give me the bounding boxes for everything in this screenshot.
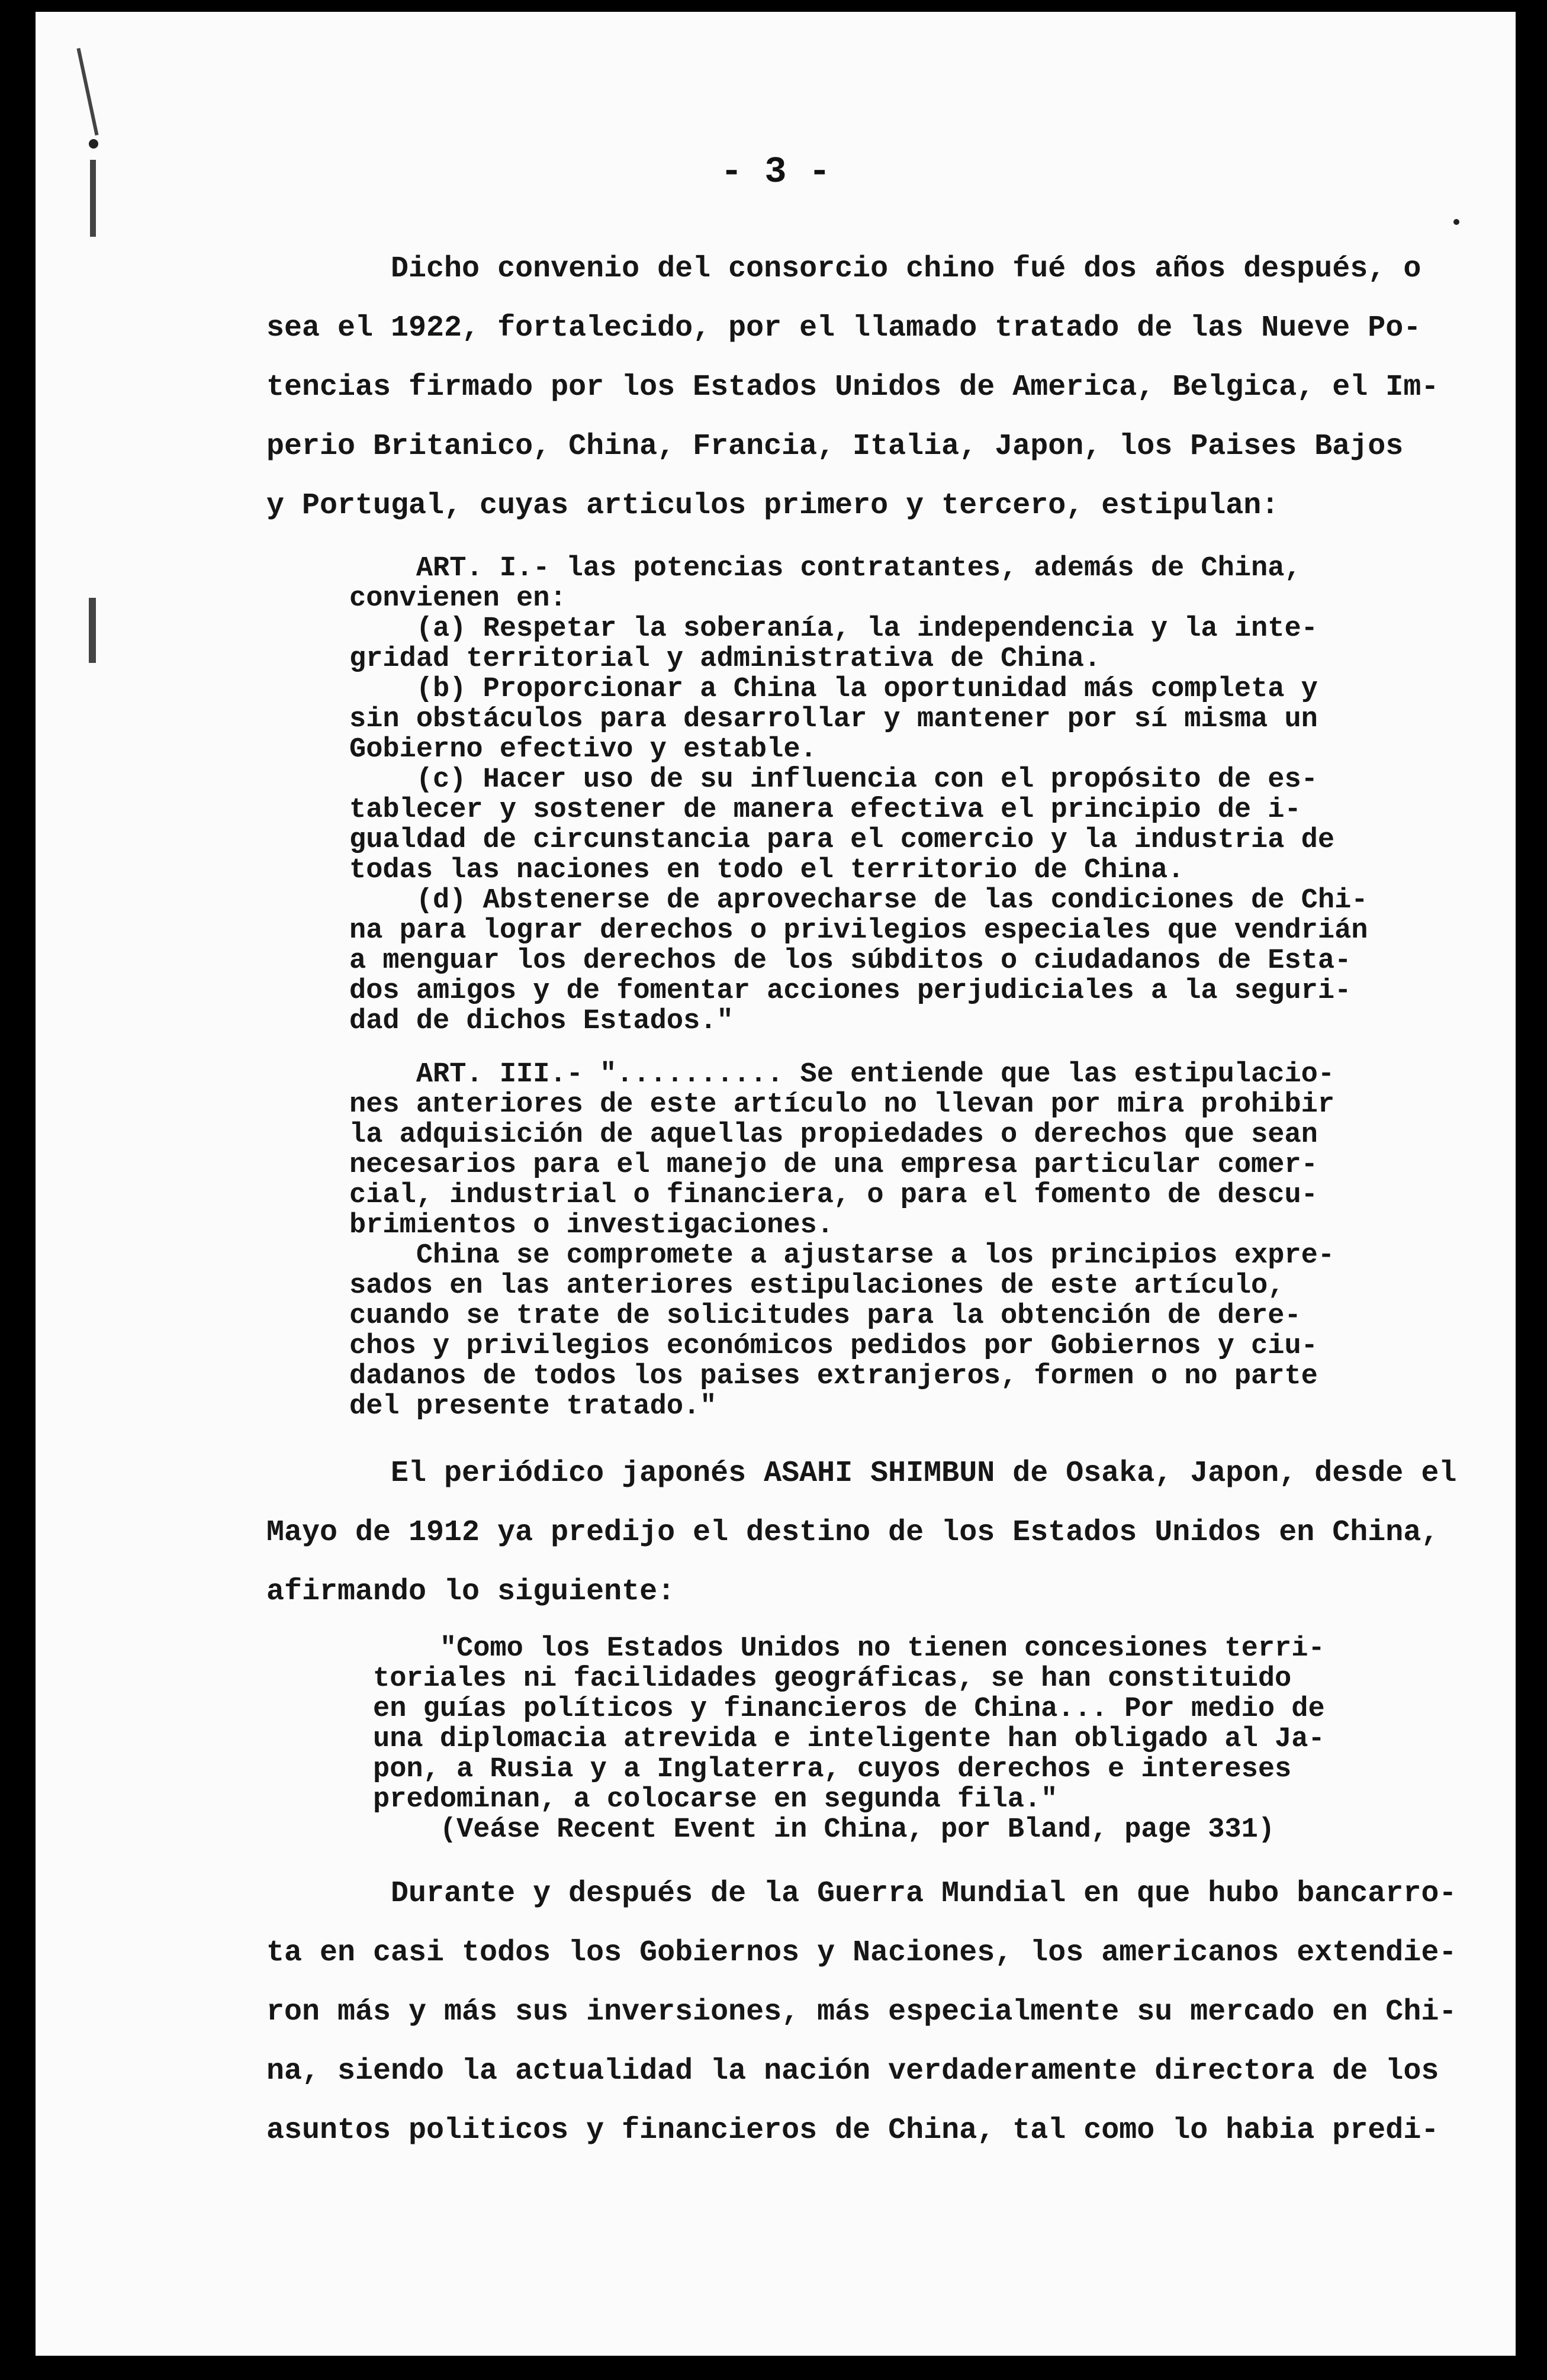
text-line: tablecer y sostener de manera efectiva el principio de i- [349,795,1301,825]
text-line: (b) Proporcionar a China la oportunidad más completa y [349,674,1318,704]
paragraph-2 [266,1444,1498,1622]
text-line: (Veáse Recent Event in China, por Bland, page 331) [373,1815,1275,1845]
text-line: cial, industrial o financiera, o para el fomento de descu- [349,1180,1318,1210]
text-line: convienen en: [349,584,567,614]
text-line: dad de dichos Estados." [349,1006,734,1036]
text-line: necesarios para el manejo de una empresa particular comer- [349,1150,1318,1180]
scan-mark [1453,219,1459,225]
treaty-article-3 [349,1059,1474,1422]
text-line: Mayo de 1912 ya predijo el destino de los Estados Unidos en China, [266,1516,1439,1550]
text-line: del presente tratado." [349,1392,717,1422]
text-line: ron más y más sus inversiones, más especialmente su mercado en Chi- [266,1995,1457,2029]
text-line: dos amigos y de fomentar acciones perjudiciales a la seguri- [349,976,1352,1006]
text-line: toriales ni facilidades geográficas, se han constituido [373,1664,1292,1694]
text-line: (c) Hacer uso de su influencia con el propósito de es- [349,765,1318,795]
text-line: dadanos de todos los paises extranjeros, formen o no parte [349,1361,1318,1392]
text-line: (a) Respetar la soberanía, la independencia y la inte- [349,614,1318,644]
scan-mark [89,139,98,149]
text-line: sin obstáculos para desarrollar y mantener por sí misma un [349,704,1318,735]
text-line: Gobierno efectivo y estable. [349,735,817,765]
text-line: perio Britanico, China, Francia, Italia, Japon, los Paises Bajos [266,430,1404,463]
scan-mark [89,598,96,663]
text-line: China se compromete a ajustarse a los principios expre- [349,1241,1335,1271]
text-line: una diplomacia atrevida e inteligente han obligado al Ja- [373,1724,1325,1754]
text-line: sados en las anteriores estipulaciones de este artículo, [349,1271,1285,1301]
treaty-article-1 [349,553,1474,1036]
text-line: todas las naciones en todo el territorio de China. [349,855,1185,885]
text-line: tencias firmado por los Estados Unidos de America, Belgica, el Im- [266,371,1439,404]
text-line: pon, a Rusia y a Inglaterra, cuyos derechos e intereses [373,1754,1292,1785]
text-line: afirmando lo siguiente: [266,1575,676,1609]
text-line: ta en casi todos los Gobiernos y Naciones, los americanos extendie- [266,1936,1457,1970]
newspaper-quote [373,1634,1474,1845]
text-line: a menguar los derechos de los súbditos o ciudadanos de Esta- [349,946,1352,976]
text-line: sea el 1922, fortalecido, por el llamado tratado de las Nueve Po- [266,311,1421,345]
page-number: - 3 - [720,151,831,193]
text-line: Durante y después de la Guerra Mundial en que hubo bancarro- [266,1877,1457,1911]
document-page [36,12,1516,2356]
text-line: gualdad de circunstancia para el comercio y la industria de [349,825,1335,855]
text-line: (d) Abstenerse de aprovecharse de las condiciones de Chi- [349,885,1368,916]
paragraph-1 [266,240,1498,536]
text-line: cuando se trate de solicitudes para la obtención de dere- [349,1301,1301,1331]
text-line: chos y privilegios económicos pedidos por Gobiernos y ciu- [349,1331,1318,1361]
text-line: en guías políticos y financieros de China... Por medio de [373,1694,1325,1724]
text-line: la adquisición de aquellas propiedades o derechos que sean [349,1120,1318,1150]
text-line: ART. I.- las potencias contratantes, además de China, [349,553,1301,584]
text-line: gridad territorial y administrativa de China. [349,644,1101,674]
text-line: brimientos o investigaciones. [349,1210,834,1241]
paragraph-3 [266,1864,1498,2160]
text-line: y Portugal, cuyas articulos primero y tercero, estipulan: [266,489,1279,523]
text-line: nes anteriores de este artículo no llevan por mira prohibir [349,1090,1335,1120]
text-line: predominan, a colocarse en segunda fila." [373,1785,1058,1815]
text-line: na, siendo la actualidad la nación verdaderamente directora de los [266,2054,1439,2088]
text-line: asuntos politicos y financieros de China, tal como lo habia predi- [266,2114,1439,2147]
text-line: "Como los Estados Unidos no tienen concesiones terri- [373,1634,1325,1664]
scan-mark [76,48,98,136]
text-line: Dicho convenio del consorcio chino fué dos años después, o [266,252,1421,286]
text-line: na para lograr derechos o privilegios especiales que vendrián [349,916,1368,946]
text-line: El periódico japonés ASAHI SHIMBUN de Osaka, Japon, desde el [266,1457,1457,1490]
text-line: ART. III.- ".......... Se entiende que las estipulacio- [349,1059,1335,1090]
